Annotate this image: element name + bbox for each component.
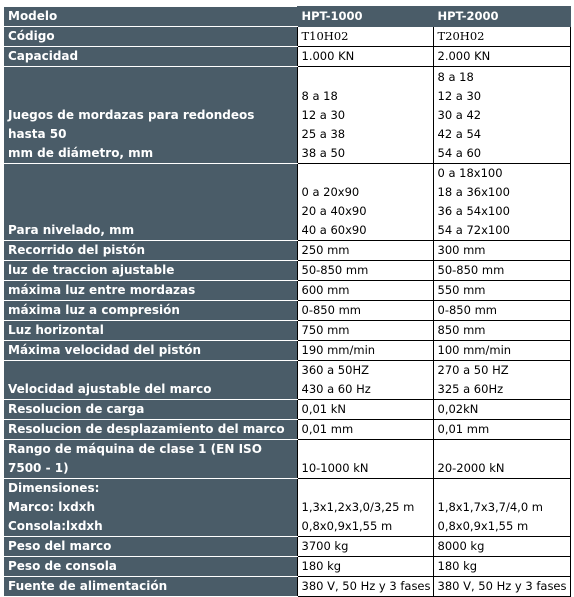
- table-row: [4, 241, 570, 261]
- cell-line: 1.000 KN: [301, 49, 355, 63]
- table-row: [4, 577, 570, 597]
- cell-line: 430 a 60 Hz: [301, 382, 371, 396]
- cell-line: 10-1000 kN: [301, 461, 369, 475]
- cell-line: 0,01 kN: [301, 402, 347, 416]
- cell-line: Peso de consola: [8, 559, 117, 573]
- table-row: [4, 537, 570, 557]
- row-label: [4, 67, 297, 164]
- row-label: [4, 361, 297, 400]
- row-label: [4, 281, 297, 301]
- row-label: [4, 537, 297, 557]
- row-value-model-1: [297, 400, 433, 420]
- row-value-model-1: [297, 341, 433, 361]
- row-label: [4, 420, 297, 440]
- row-value-model-1: [297, 420, 433, 440]
- cell-line: 0,8x0,9x1,55 m: [437, 519, 529, 533]
- row-value-model-1: [297, 361, 433, 400]
- table-header-row: [4, 7, 570, 27]
- cell-line: 2.000 KN: [437, 49, 491, 63]
- row-label: [4, 479, 297, 537]
- cell-line: 40 a 60x90: [301, 223, 367, 237]
- cell-line: T20H02: [437, 29, 485, 43]
- cell-line: Luz horizontal: [8, 323, 104, 337]
- row-value-model-2: [433, 67, 570, 164]
- cell-line: 360 a 50HZ: [301, 363, 369, 377]
- header-model-1: HPT-1000: [297, 7, 433, 27]
- cell-line: luz de traccion ajustable: [8, 263, 175, 277]
- table-row: [4, 479, 570, 537]
- row-value-model-2: [433, 479, 570, 537]
- cell-line: 50-850 mm: [301, 263, 369, 277]
- row-value-model-2: [433, 361, 570, 400]
- cell-line: 750 mm: [301, 323, 350, 337]
- row-label: [4, 27, 297, 47]
- specs-table: [4, 6, 571, 597]
- table-row: [4, 27, 570, 47]
- row-label: [4, 341, 297, 361]
- cell-line: 50-850 mm: [437, 263, 505, 277]
- table-row: [4, 400, 570, 420]
- cell-line: 600 mm: [301, 283, 350, 297]
- cell-line: máxima luz entre mordazas: [8, 283, 196, 297]
- cell-line: Máxima velocidad del pistón: [8, 343, 202, 357]
- cell-line: Rango de máquina de clase 1 (EN ISO 7500 - 1): [8, 442, 262, 475]
- row-value-model-1: [297, 67, 433, 164]
- table-row: [4, 321, 570, 341]
- cell-line: 0,01 mm: [437, 422, 490, 436]
- row-value-model-2: [433, 301, 570, 321]
- cell-line: 54 a 60: [437, 146, 482, 160]
- row-value-model-2: [433, 321, 570, 341]
- cell-line: 8000 kg: [437, 539, 485, 553]
- row-value-model-2: [433, 241, 570, 261]
- table-row: [4, 47, 570, 67]
- row-value-model-1: [297, 47, 433, 67]
- cell-line: 0,01 mm: [301, 422, 354, 436]
- table-row: [4, 261, 570, 281]
- cell-line: 190 mm/min: [301, 343, 376, 357]
- row-value-model-1: [297, 281, 433, 301]
- cell-line: 550 mm: [437, 283, 486, 297]
- cell-line: Marco: lxdxh: [8, 500, 96, 514]
- row-label: [4, 241, 297, 261]
- row-value-model-2: [433, 341, 570, 361]
- row-value-model-2: [433, 164, 570, 241]
- cell-line: mm de diámetro, mm: [8, 146, 154, 160]
- row-value-model-2: [433, 557, 570, 577]
- row-label: [4, 301, 297, 321]
- cell-line: Resolucion de desplazamiento del marco: [8, 422, 285, 436]
- cell-line: 25 a 38: [301, 127, 346, 141]
- row-label: [4, 577, 297, 597]
- cell-line: 3700 kg: [301, 539, 349, 553]
- row-value-model-1: [297, 261, 433, 281]
- table-row: [4, 281, 570, 301]
- cell-line: 8 a 18: [301, 89, 338, 103]
- row-label: [4, 47, 297, 67]
- row-label: [4, 440, 297, 479]
- cell-line: Peso del marco: [8, 539, 112, 553]
- row-value-model-1: [297, 301, 433, 321]
- table-row: [4, 420, 570, 440]
- cell-line: 850 mm: [437, 323, 486, 337]
- table-row: [4, 341, 570, 361]
- table-row: [4, 361, 570, 400]
- cell-line: 180 kg: [437, 559, 478, 573]
- cell-line: 0 a 18x100: [437, 166, 503, 180]
- cell-line: Código: [8, 29, 55, 43]
- cell-line: máxima luz a compresión: [8, 303, 180, 317]
- cell-line: 12 a 30: [301, 108, 346, 122]
- row-value-model-2: [433, 400, 570, 420]
- row-value-model-1: [297, 164, 433, 241]
- cell-line: 180 kg: [301, 559, 342, 573]
- specs-table-body: [4, 7, 570, 597]
- row-value-model-2: [433, 537, 570, 557]
- cell-line: 0-850 mm: [301, 303, 361, 317]
- row-label: [4, 164, 297, 241]
- row-value-model-2: [433, 27, 570, 47]
- cell-line: T10H02: [301, 29, 349, 43]
- row-value-model-1: [297, 577, 433, 597]
- cell-line: 38 a 50: [301, 146, 346, 160]
- row-label: [4, 321, 297, 341]
- cell-line: 18 a 36x100: [437, 185, 510, 199]
- table-row: [4, 440, 570, 479]
- row-value-model-2: [433, 281, 570, 301]
- cell-line: 380 V, 50 Hz y 3 fases: [437, 579, 567, 593]
- cell-line: 270 a 50 HZ: [437, 363, 509, 377]
- cell-line: Velocidad ajustable del marco: [8, 382, 212, 396]
- cell-line: Para nivelado, mm: [8, 223, 135, 237]
- row-value-model-1: [297, 479, 433, 537]
- cell-line: 325 a 60Hz: [437, 382, 504, 396]
- row-value-model-2: [433, 420, 570, 440]
- table-row: [4, 301, 570, 321]
- cell-line: 36 a 54x100: [437, 204, 510, 218]
- row-label: [4, 557, 297, 577]
- row-value-model-1: [297, 321, 433, 341]
- cell-line: 0-850 mm: [437, 303, 497, 317]
- row-label: [4, 261, 297, 281]
- cell-line: 8 a 18: [437, 70, 474, 84]
- cell-line: 1,8x1,7x3,7/4,0 m: [437, 500, 543, 514]
- cell-line: Capacidad: [8, 49, 79, 63]
- header-model-2: HPT-2000: [433, 7, 570, 27]
- table-row: [4, 164, 570, 241]
- cell-line: 380 V, 50 Hz y 3 fases: [301, 579, 431, 593]
- cell-line: 100 mm/min: [437, 343, 512, 357]
- cell-line: 20 a 40x90: [301, 204, 367, 218]
- row-value-model-1: [297, 27, 433, 47]
- cell-line: 12 a 30: [437, 89, 482, 103]
- cell-line: 20-2000 kN: [437, 461, 505, 475]
- row-value-model-2: [433, 440, 570, 479]
- cell-line: Recorrido del pistón: [8, 243, 146, 257]
- cell-line: 250 mm: [301, 243, 350, 257]
- table-row: [4, 67, 570, 164]
- row-value-model-2: [433, 47, 570, 67]
- row-value-model-1: [297, 241, 433, 261]
- cell-line: 0,8x0,9x1,55 m: [301, 519, 393, 533]
- cell-line: 1,3x1,2x3,0/3,25 m: [301, 500, 415, 514]
- row-value-model-2: [433, 261, 570, 281]
- cell-line: 0,02kN: [437, 402, 479, 416]
- cell-line: Dimensiones:: [8, 481, 100, 495]
- cell-line: Resolucion de carga: [8, 402, 145, 416]
- cell-line: Consola:lxdxh: [8, 519, 103, 533]
- row-value-model-1: [297, 440, 433, 479]
- cell-line: 54 a 72x100: [437, 223, 510, 237]
- header-modelo: Modelo: [4, 7, 297, 27]
- cell-line: Fuente de alimentación: [8, 579, 168, 593]
- row-label: [4, 400, 297, 420]
- cell-line: 300 mm: [437, 243, 486, 257]
- cell-line: 0 a 20x90: [301, 185, 360, 199]
- table-row: [4, 557, 570, 577]
- cell-line: 42 a 54: [437, 127, 482, 141]
- row-value-model-1: [297, 537, 433, 557]
- row-value-model-1: [297, 557, 433, 577]
- cell-line: 30 a 42: [437, 108, 482, 122]
- cell-line: Juegos de mordazas para redondeos hasta 50: [8, 108, 255, 141]
- row-value-model-2: [433, 577, 570, 597]
